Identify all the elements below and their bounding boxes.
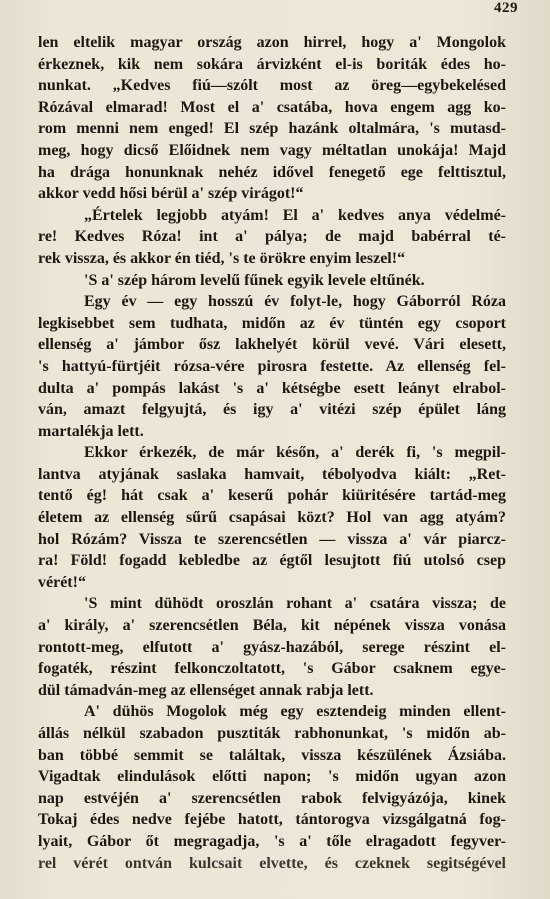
text-line: ban többé semmit se találtak, vissza készülének Ázsiába. [38,746,506,764]
text-line: 'S a' szép három levelű fűnek egyik levele eltűnék. [84,271,425,289]
text-line: életem az ellenség sűrű csapásai közt? Hol van agg atyám? [38,509,506,527]
text-line: len eltelik magyar ország azon hirrel, hogy a' Mongolok [38,34,506,51]
text-line: lyait, Gábor őt megragadja, 's a' tőle elragadott fegyver- [38,832,506,850]
text-line: Egy év — egy hosszú év folyt-le, hogy Gáborról Róza [84,293,506,311]
text-line: fogaték, részint felkonczoltatott, 's Gábor csaknem egye- [38,660,506,678]
text-line: dül támadván-meg az ellenséget annak rabja lett. [38,681,374,699]
text-line: rom menni nem enged! El szép hazánk oltalmára, 's mutasd- [38,120,506,138]
text-line: nap estvéjén a' szerencsétlen rabok felvigyázója, kinek [38,789,506,807]
text-line: 's hattyú-fürtjéit rózsa-vére pirosra festette. Az ellenség fel- [38,357,506,375]
text-line: martalékja lett. [38,422,144,440]
body-text [38,32,506,874]
text-line: állás nélkül szabadon pusztiták rabhonunkat, 's midőn ab- [38,725,506,742]
text-line: Vigadtak elindulások előtti napon; 's midőn ugyan azon [38,768,506,786]
text-line: rontott-meg, elfutott a' gyász-hazából, serege részint el- [38,638,506,656]
text-line: legkisebbet sem tudhata, midőn az év tüntén egy csoport [38,314,506,332]
text-line: A' dühös Mogolok még egy esztendeig minden ellent- [84,703,506,721]
page-number: 429 [494,0,518,16]
text-line: ra! Föld! fogadd kebledbe az égtől lesujtott fiú utolsó csep [38,552,506,570]
text-line: lantva atyjának saslaka hamvait, tébolyodva kiált: „Ret- [38,465,506,483]
text-line: rek vissza, és akkor én tiéd, 's te örökre enyim leszel!“ [38,249,406,267]
text-line: Ekkor érkezék, de már későn, a' derék fi, 's megpil- [84,444,506,462]
text-line: hol Rózám? Vissza te szerencsétlen — vissza a' vár piarcz- [38,530,506,548]
text-line: nunkat. „Kedves fiú—szólt most az öreg—egybekelésed [38,77,506,95]
text-line: Tokaj édes nedve fejébe hatott, tántorogva vizsgálgatná fog- [38,811,506,829]
text-line: vérét!“ [38,573,86,591]
text-line: ellenség a' jámbor ősz lakhelyét körül vevé. Vári elesett, [38,336,506,354]
text-line: ván, amazt felgyujtá, és igy a' vitézi szép épület láng [38,401,506,419]
text-line: dulta a' pompás lakást 's a' kétségbe esett leányt elrabol- [38,379,506,397]
text-line: rel vérét ontván kulcsait elvette, és czeknek segitségével [38,854,506,872]
text-line: re! Kedves Róza! int a' pálya; de majd babérral té- [38,228,506,246]
text-line: akkor vedd hősi bérül a' szép virágot!“ [38,185,304,203]
text-line: érkeznek, kik nem sokára árvizként el-is boriták édes ho- [38,55,506,73]
text-line: meg, hogy dicső Előidnek nem vagy méltatlan unokája! Majd [38,141,506,159]
text-line: a' király, a' szerencsétlen Béla, kit népének vissza vonása [38,617,506,635]
text-line: Rózával elmarad! Most el a' csatába, hova engem agg ko- [38,98,506,116]
text-line: 'S mint dühödt oroszlán rohant a' csatára vissza; de [84,595,506,613]
text-line: „Értelek legjobb atyám! El a' kedves anya védelmé- [84,206,506,224]
text-line: ha drága honunknak nehéz idővel fenegető ege felttisztul, [38,163,506,181]
text-line: tentő ég! hát csak a' keserű pohár kiüritésére tartád-meg [38,487,506,505]
